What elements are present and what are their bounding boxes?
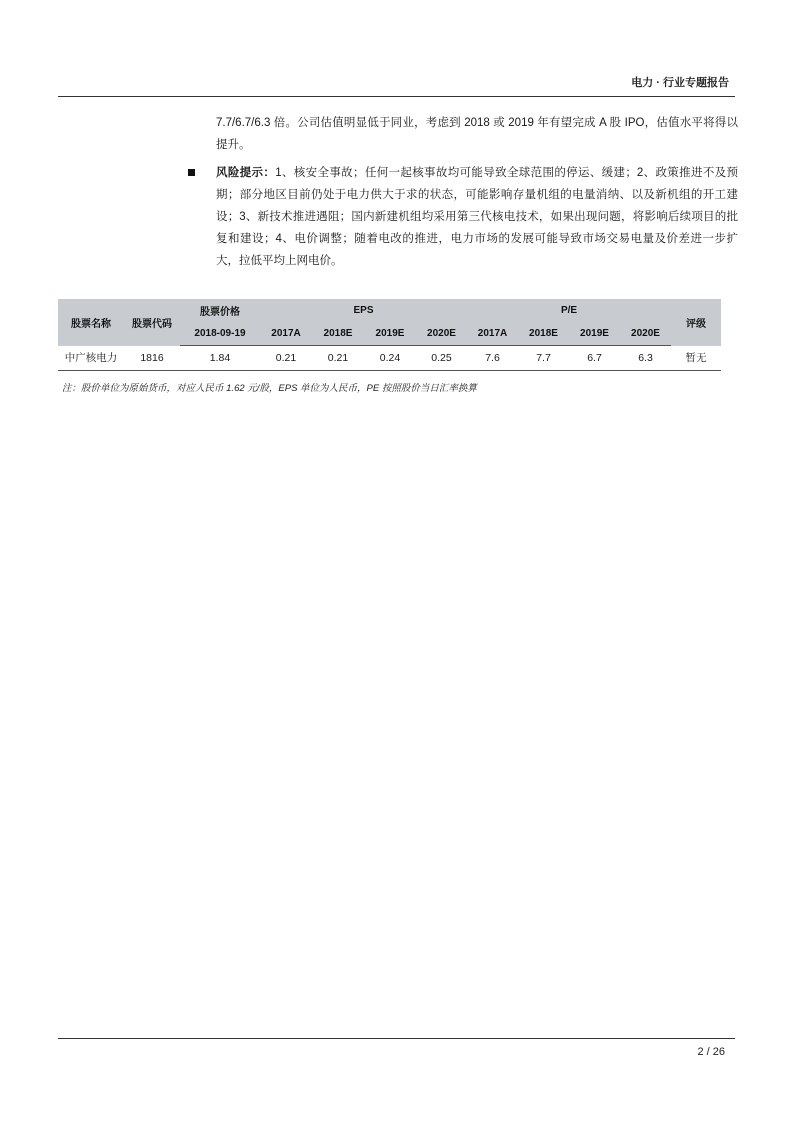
risk-text: 1、核安全事故；任何一起核事故均可能导致全球范围的停运、缓建；2、政策推进不及预期；部分地区目前仍处于电力供大于求的状态，可能影响存量机组的电量消纳、以及新机组的开工建设；3、新技术推进遇阻；国内新建机组均采用第三代核电技术，如果出现问题，将影响后续项目的批复和建设；4、电价调整；随着电改的推进，电力市场的发展可能导致市场交易电量及价差进一步扩大，拉低平均上网电价。 — [216, 167, 738, 267]
cell-stock-code: 1816 — [124, 346, 180, 371]
valuation-table — [58, 299, 721, 371]
header-pe-year: 2020E — [620, 322, 671, 346]
table-note: 注：股价单位为原始货币，对应人民币 1.62 元/股，EPS 单位为人民币，PE 按照股价当日汇率换算 — [62, 383, 477, 394]
header-pe: P/E — [467, 299, 671, 322]
header-eps-year: 2017A — [260, 322, 312, 346]
cell-pe: 6.7 — [569, 346, 620, 371]
bullet-square-icon — [188, 169, 195, 176]
header-pe-year: 2018E — [518, 322, 569, 346]
report-header-title: 电力 · 行业专题报告 — [631, 77, 729, 89]
cell-eps: 0.25 — [416, 346, 467, 371]
header-eps-year: 2019E — [364, 322, 416, 346]
risk-title: 风险提示： — [216, 167, 276, 179]
footer-divider — [58, 1038, 735, 1039]
cell-eps: 0.21 — [260, 346, 312, 371]
header-rating: 评级 — [671, 299, 721, 346]
header-eps-year: 2018E — [312, 322, 364, 346]
header-pe-year: 2019E — [569, 322, 620, 346]
cell-pe: 7.6 — [467, 346, 518, 371]
header-eps-year: 2020E — [416, 322, 467, 346]
cell-eps: 0.24 — [364, 346, 416, 371]
table-row — [58, 346, 721, 371]
header-eps: EPS — [260, 299, 467, 322]
cell-rating: 暂无 — [671, 346, 721, 371]
cell-pe: 6.3 — [620, 346, 671, 371]
risk-paragraph — [216, 162, 738, 272]
cell-stock-name: 中广核电力 — [58, 346, 124, 371]
cell-pe: 7.7 — [518, 346, 569, 371]
header-price-date: 2018-09-19 — [180, 322, 260, 346]
header-divider — [58, 96, 735, 97]
valuation-paragraph: 7.7/6.7/6.3 倍。公司估值明显低于同业，考虑到 2018 或 2019 年有望完成 A 股 IPO，估值水平将得以提升。 — [216, 117, 738, 151]
header-stock-code: 股票代码 — [124, 299, 180, 346]
cell-eps: 0.21 — [312, 346, 364, 371]
header-stock-name: 股票名称 — [58, 299, 124, 346]
header-stock-price: 股票价格 — [180, 299, 260, 322]
header-pe-year: 2017A — [467, 322, 518, 346]
cell-stock-price: 1.84 — [180, 346, 260, 371]
page-number: 2 / 26 — [697, 1046, 725, 1058]
